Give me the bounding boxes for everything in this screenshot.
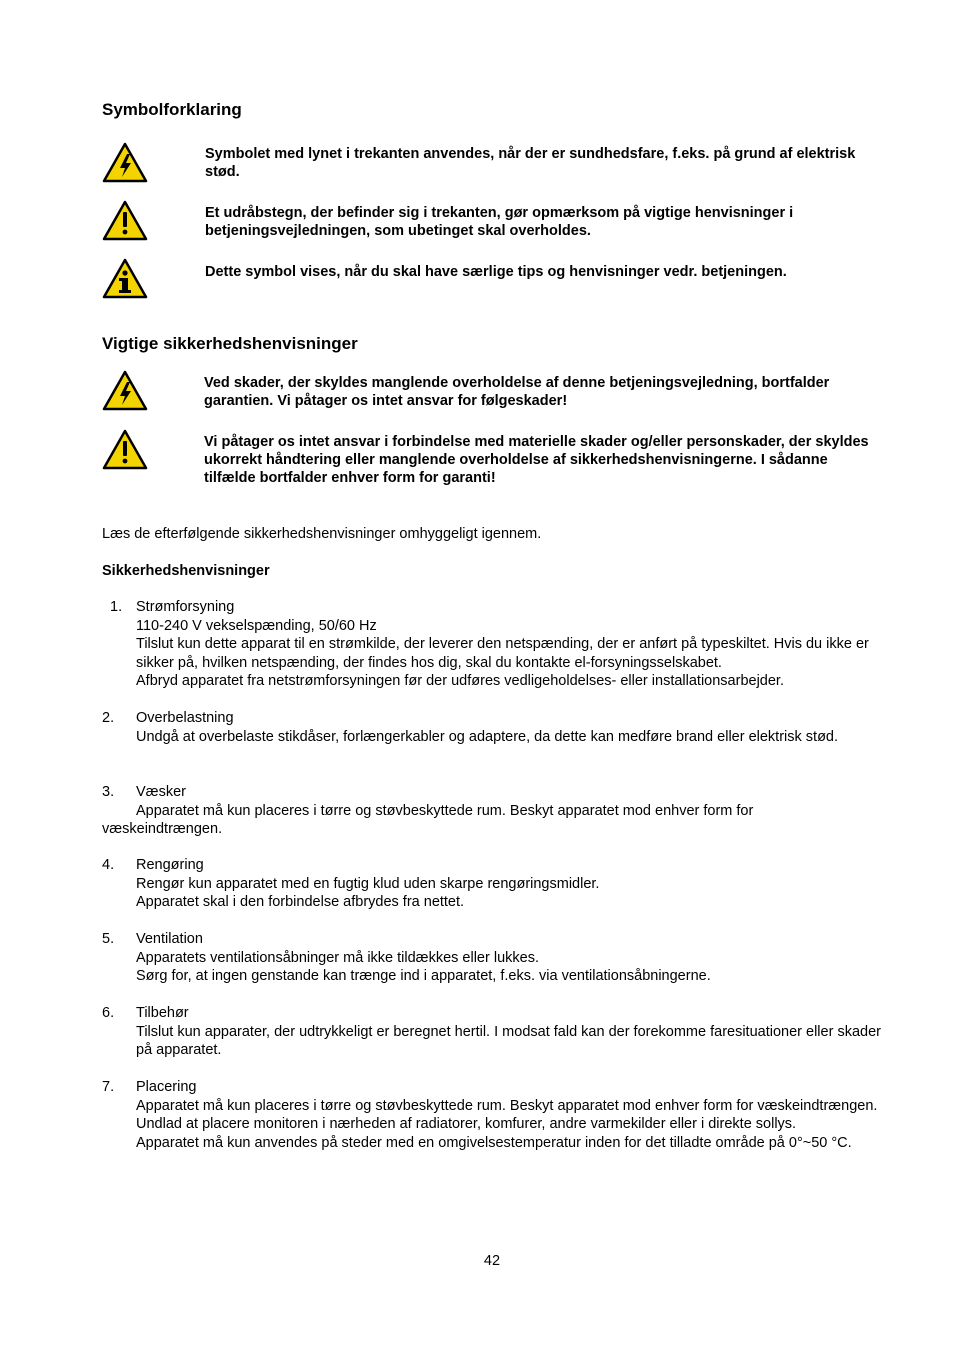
info-warning-icon bbox=[102, 258, 148, 299]
item-line: væskeindtrængen. bbox=[102, 821, 223, 837]
item-number: 7. bbox=[102, 1079, 115, 1095]
intro-text: Læs de efterfølgende sikkerhedshenvisninger omhyggeligt igennem. bbox=[102, 526, 542, 542]
list-item bbox=[136, 1078, 881, 1152]
notice-text: Et udråbstegn, der befinder sig i trekanten, gør opmærksom på vigtige henvisninger i betjeningsvejledningen, som ubetinget skal overholdes. bbox=[205, 205, 794, 239]
item-line: Apparatet må kun placeres i tørre og støvbeskyttede rum. Beskyt apparatet mod enhver form for væskeindtrængen. bbox=[136, 1097, 878, 1114]
list-item bbox=[136, 930, 881, 986]
list-item bbox=[136, 1004, 881, 1060]
item-number: 2. bbox=[102, 710, 115, 726]
item-line: Tilslut kun apparater, der udtrykkeligt er beregnet hertil. I modsat fald kan der forekomme faresituationer eller skader på apparatet. bbox=[136, 1023, 881, 1058]
list-item bbox=[136, 856, 881, 912]
item-line: Afbryd apparatet fra netstrømforsyningen før der udføres vedligeholdelses- eller installationsarbejder. bbox=[136, 673, 784, 689]
item-line: Undlad at placere monitoren i nærheden af radiatorer, komfurer, andre varmekilder eller i direkte sollys. bbox=[136, 1116, 797, 1132]
notice-text: Dette symbol vises, når du skal have særlige tips og henvisninger vedr. betjeningen. bbox=[205, 264, 787, 280]
item-line: 110-240 V vekselspænding, 50/60 Hz bbox=[136, 617, 377, 634]
list-heading: Sikkerhedshenvisninger bbox=[102, 563, 270, 579]
notice-text: Ved skader, der skyldes manglende overholdelse af denne betjeningsvejledning, bortfalder garantien. Vi påtager os intet ansvar for følgeskader! bbox=[204, 375, 830, 409]
item-title: Tilbehør bbox=[136, 1005, 189, 1021]
item-line: Apparatet må kun anvendes på steder med en omgivelsestemperatur inden for det tilladte område på 0°~50 °C. bbox=[136, 1134, 852, 1151]
item-title: Ventilation bbox=[136, 931, 203, 947]
item-line: Undgå at overbelaste stikdåser, forlængerkabler og adaptere, da dette kan medføre brand eller elektrisk stød. bbox=[136, 728, 839, 745]
item-line: Tilslut kun dette apparat til en strømkilde, der leverer den netspænding, der er anført på typeskiltet. Hvis du ikke er sikker på, hvilken netspænding, der findes hos dig, skal du kontakte el-forsyningsselskabet. bbox=[136, 636, 869, 671]
item-number: 3. bbox=[102, 784, 115, 800]
item-line: Apparatet må kun placeres i tørre og støvbeskyttede rum. Beskyt apparatet mod enhver form for bbox=[136, 802, 754, 819]
item-title: Overbelastning bbox=[136, 710, 234, 726]
exclamation-warning-icon bbox=[102, 200, 148, 241]
item-line: Apparatet skal i den forbindelse afbrydes fra nettet. bbox=[136, 894, 465, 910]
section-heading-safety: Vigtige sikkerhedshenvisninger bbox=[102, 334, 358, 353]
list-item bbox=[136, 709, 881, 746]
item-title: Rengøring bbox=[136, 857, 204, 873]
notice-text: Vi påtager os intet ansvar i forbindelse med materielle skader og/eller personskader, der skyldes ukorrekt håndtering eller manglende overholdelse af sikkerhedshenvisningerne. I sådanne tilfælde bortfalder enhver form for garanti! bbox=[204, 434, 869, 486]
item-line: Apparatets ventilationsåbninger må ikke tildækkes eller lukkes. bbox=[136, 949, 539, 966]
item-title: Placering bbox=[136, 1079, 197, 1095]
lightning-warning-icon bbox=[102, 370, 148, 411]
item-number: 5. bbox=[102, 931, 115, 947]
item-line: Rengør kun apparatet med en fugtig klud uden skarpe rengøringsmidler. bbox=[136, 875, 600, 892]
item-number: 4. bbox=[102, 857, 115, 873]
item-number: 6. bbox=[102, 1005, 115, 1021]
list-item bbox=[102, 783, 881, 839]
page-number: 42 bbox=[483, 1253, 501, 1269]
notice-text: Symbolet med lynet i trekanten anvendes, når der er sundhedsfare, f.eks. på grund af elektrisk stød. bbox=[205, 146, 856, 180]
item-number: 1. bbox=[110, 599, 123, 615]
list-item bbox=[136, 598, 881, 691]
item-title: Væsker bbox=[136, 784, 186, 800]
item-line: Sørg for, at ingen genstande kan trænge ind i apparatet, f.eks. via ventilationsåbningerne. bbox=[136, 968, 711, 984]
lightning-warning-icon bbox=[102, 142, 148, 183]
exclamation-warning-icon bbox=[102, 429, 148, 470]
section-heading-symbols: Symbolforklaring bbox=[102, 100, 242, 119]
item-title: Strømforsyning bbox=[136, 599, 235, 615]
